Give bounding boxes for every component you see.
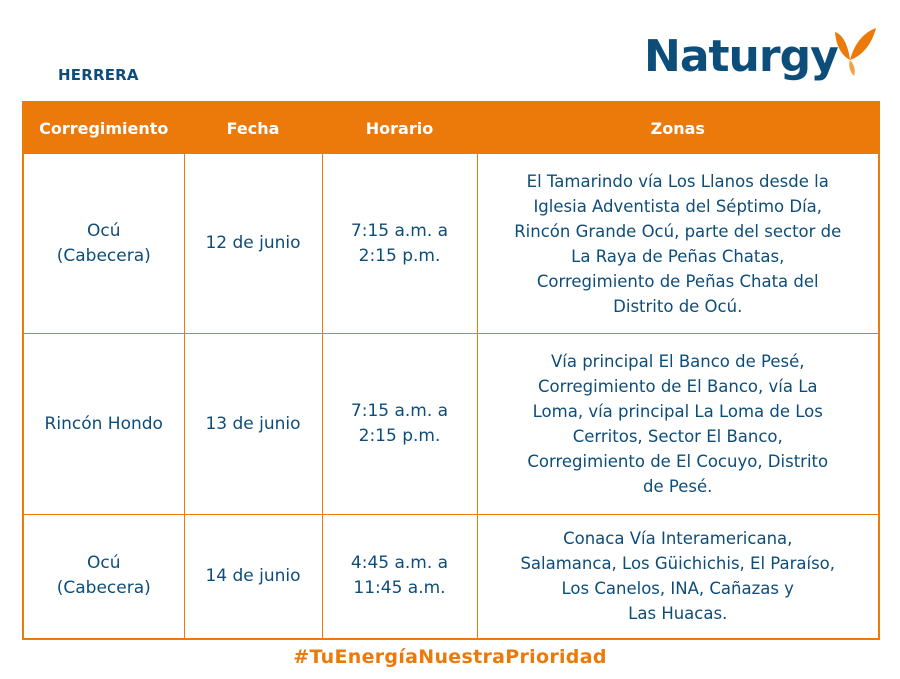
cell-zonas: El Tamarindo vía Los Llanos desde la Iglesia Adventista del Séptimo Día, Rincón Grande Ocú, parte del sector de La Raya de Peñas Chatas, Corregimiento de Peñas Chata del Distrito de Ocú.	[477, 154, 879, 334]
table-header-row	[23, 102, 879, 154]
cell-fecha: 12 de junio	[184, 154, 322, 334]
cell-corregimiento: Rincón Hondo	[23, 334, 184, 515]
cell-corregimiento: Ocú (Cabecera)	[23, 154, 184, 334]
table-row	[23, 154, 879, 334]
cell-fecha: 14 de junio	[184, 515, 322, 639]
schedule-table	[22, 101, 880, 640]
cell-horario: 7:15 a.m. a 2:15 p.m.	[322, 334, 477, 515]
campaign-hashtag: #TuEnergíaNuestraPrioridad	[293, 646, 607, 668]
logo-wordmark: Naturgy	[644, 31, 838, 82]
cell-horario: 7:15 a.m. a 2:15 p.m.	[322, 154, 477, 334]
table-row	[23, 334, 879, 515]
header-horario: Horario	[322, 102, 477, 154]
cell-fecha: 13 de junio	[184, 334, 322, 515]
header-corregimiento: Corregimiento	[23, 102, 184, 154]
header-fecha: Fecha	[184, 102, 322, 154]
table-row	[23, 515, 879, 639]
cell-zonas: Vía principal El Banco de Pesé, Corregimiento de El Banco, vía La Loma, vía principal La Loma de Los Cerritos, Sector El Banco, Corregimiento de El Cocuyo, Distrito de Pesé.	[477, 334, 879, 515]
butterfly-icon	[830, 22, 880, 80]
cell-corregimiento: Ocú (Cabecera)	[23, 515, 184, 639]
header-zonas: Zonas	[477, 102, 879, 154]
cell-zonas: Conaca Vía Interamericana, Salamanca, Los Güichichis, El Paraíso, Los Canelos, INA, Cañazas y Las Huacas.	[477, 515, 879, 639]
region-title: HERRERA	[58, 66, 139, 84]
naturgy-logo	[644, 22, 884, 88]
cell-horario: 4:45 a.m. a 11:45 a.m.	[322, 515, 477, 639]
